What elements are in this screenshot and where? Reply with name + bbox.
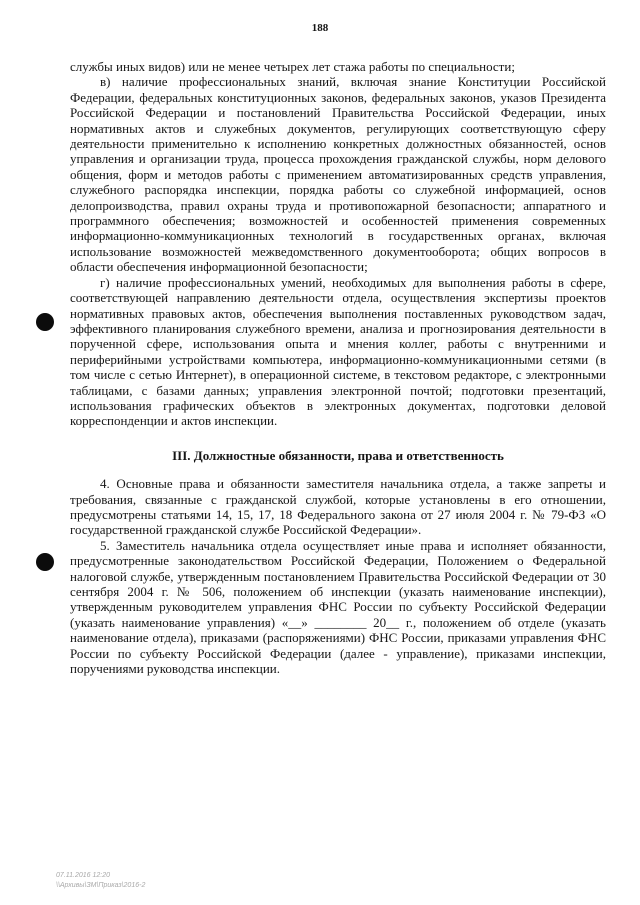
paragraph-item-v: в) наличие профессиональных знаний, включая знание Конституции Российской Федерации, федеральных конституционных законов, федеральных законов, указов Президента Российской Федерации и постановлений Правительства Российской Федерации, иных нормативных актов и служебных документов, регулирующих соответствующую сферу деятельности применительно к исполнению конкретных должностных обязанностей, основ управления и организации труда, процесса прохождения гражданской службы, норм делового общения, форм и методов работы с применением автоматизированных средств управления, служебного распорядка инспекции, порядка работы со служебной информацией, основ делопроизводства, правил охраны труда и противопожарной безопасности; аппаратного и программного обеспечения; возможностей и особенностей применения современных информационно-коммуникационных технологий в государственных органах, включая использование возможностей межведомственного документооборота; общих вопросов в области обеспечения информационной безопасности; bbox=[70, 74, 606, 275]
document-body bbox=[70, 59, 606, 676]
hole-punch-mark-top bbox=[36, 313, 54, 331]
hole-punch-mark-bottom bbox=[36, 553, 54, 571]
footer-stamp-path: \\Архивы\ЗМ\Приказ\2016-2 bbox=[56, 882, 146, 889]
paragraph-clause-4: 4. Основные права и обязанности заместителя начальника отдела, а также запреты и требования, связанные с гражданской службой, которые установлены в его отношении, предусмотрены статьями 14, 15, 17, 18 Федерального закона от 27 июля 2004 г. № 79-ФЗ «О государственной гражданской службе Российской Федерации». bbox=[70, 476, 606, 538]
section-heading: III. Должностные обязанности, права и ответственность bbox=[172, 447, 504, 463]
paragraph-item-g: г) наличие профессиональных умений, необходимых для выполнения работы в сфере, соответствующей направлению деятельности отдела, осуществления экспертизы проектов нормативных правовых актов, обеспечения выполнения поставленных руководством задач, эффективного планирования служебного времени, анализа и прогнозирования деятельности в порученной сфере, использования опыта и мнения коллег, работы с внутренними и периферийными устройствами компьютера, информационно-коммуникационными сетями (в том числе с сетью Интернет), в операционной системе, в текстовом редакторе, с электронными таблицами, с базами данных; управления электронной почтой; подготовки презентаций, использования графических объектов в электронных документах, подготовки деловой корреспонденции и актов инспекции. bbox=[70, 274, 606, 429]
page-number: 188 bbox=[311, 22, 329, 34]
paragraph-clause-5: 5. Заместитель начальника отдела осуществляет иные права и исполняет обязанности, предусмотренные законодательством Российской Федерации, Положением о Федеральной налоговой службе, утвержденным постановлением Правительства Российской Федерации от 30 сентября 2004 г. № 506, положением об инспекции (указать наименование инспекции), утвержденным руководителем управления ФНС России по субъекту Российской Федерации (указать наименование управления) «__» ________ 20__ г., положением об отделе (указать наименование отдела), приказами (распоряжениями) ФНС России, приказами управления ФНС России по субъекту Российской Федерации (далее - управление), приказами инспекции, поручениями руководства инспекции. bbox=[70, 537, 606, 677]
paragraph-continuation: службы иных видов) или не менее четырех лет стажа работы по специальности; bbox=[70, 59, 515, 74]
footer-stamp-date: 07.11.2016 12:20 bbox=[56, 872, 110, 879]
